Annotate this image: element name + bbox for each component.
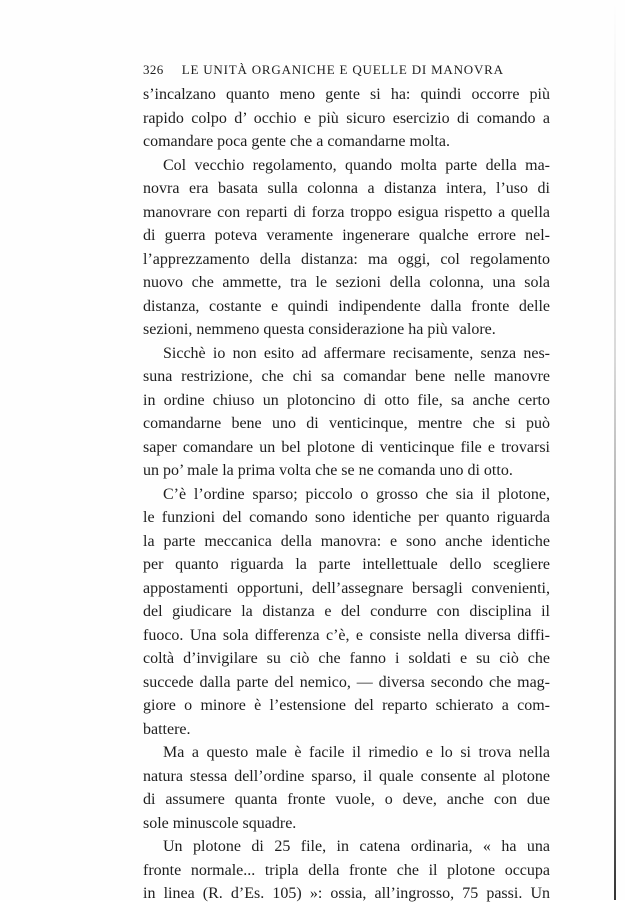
text-line: Col vecchio regolamento, quando molta parte della ma- bbox=[163, 156, 550, 174]
text-line: giore o minore è l’estensione del reparto schierato a com- bbox=[143, 697, 550, 714]
text-line: rapido colpo d’ occhio e più sicuro esercizio di comando a bbox=[143, 109, 550, 127]
text-line: le funzioni del comando sono identiche per quanto riguarda bbox=[143, 509, 550, 526]
text-line: in linea (R. d’Es. 105) »: ossia, all’ingrosso, 75 passi. Un bbox=[143, 885, 550, 902]
text-line: Sicchè io non esito ad affermare recisamente, senza nes- bbox=[163, 344, 550, 362]
text-line: sole minuscole squadre. bbox=[143, 814, 297, 832]
text-line: del giudicare la distanza e del condurre con disciplina il bbox=[143, 603, 550, 620]
page-number: 326 bbox=[143, 62, 164, 77]
text-line: fronte normale... tripla della fronte che il plotone occupa bbox=[143, 861, 550, 879]
running-title: LE UNITÀ ORGANICHE E QUELLE DI MANOVRA bbox=[181, 62, 504, 77]
text-line: coltà d’invigilare su ciò che fanno i soldati e su ciò che bbox=[143, 650, 550, 667]
text-line: comandarne bene uno di venticinque, mentre che si può bbox=[143, 415, 550, 432]
text-line: appostamenti opportuni, dell’assegnare bersagli convenienti, bbox=[143, 579, 550, 597]
text-line: distanza, costante e quindi indipendente dalla fronte delle bbox=[143, 297, 550, 315]
text-line: sezioni, nemmeno questa considerazione ha più valore. bbox=[143, 321, 496, 338]
text-line: Ma a questo male è facile il rimedio e lo si trova nella bbox=[163, 744, 550, 761]
text-line: novra era basata sulla colonna a distanza intera, l’uso di bbox=[143, 180, 550, 197]
text-line: s’incalzano quanto meno gente si ha: quindi occorre più bbox=[143, 86, 550, 103]
text-line: nuovo che ammette, tra le sezioni della colonna, una sola bbox=[143, 274, 550, 291]
text-line: in ordine chiuso un plotoncino di otto file, sa anche certo bbox=[143, 391, 550, 409]
text-line: C’è l’ordine sparso; piccolo o grosso che sia il plotone, bbox=[163, 485, 550, 503]
text-line: la parte meccanica della manovra: e sono anche identiche bbox=[143, 532, 550, 550]
text-line: l’apprezzamento della distanza: ma oggi, col regolamento bbox=[143, 250, 550, 268]
text-line: succede dalla parte del nemico, — diversa secondo che mag- bbox=[143, 673, 550, 691]
page-header bbox=[143, 62, 553, 78]
text-line: comandare poca gente che a comandarne molta. bbox=[143, 133, 450, 150]
text-line: fuoco. Una sola differenza c’è, e consiste nella diversa diffi- bbox=[143, 626, 550, 644]
text-line: un po’ male la prima volta che se ne comanda uno di otto. bbox=[143, 462, 513, 479]
text-line: di assumere quanta fronte vuole, o deve, anche con due bbox=[143, 791, 550, 808]
text-line: saper comandare un bel plotone di venticinque file e trovarsi bbox=[143, 438, 550, 456]
body-text bbox=[143, 83, 550, 906]
text-line: di guerra poteva veramente ingenerare qualche errore nel- bbox=[143, 227, 550, 244]
text-line: battere. bbox=[143, 720, 191, 738]
text-line: Un plotone di 25 file, in catena ordinaria, « ha una bbox=[163, 838, 550, 855]
text-line: natura stessa dell’ordine sparso, il quale consente al plotone bbox=[143, 767, 550, 785]
page-edge-shadow bbox=[614, 0, 616, 900]
text-line: suna restrizione, che chi sa comandar bene nelle manovre bbox=[143, 368, 550, 385]
text-line: manovrare con reparti di forza troppo esigua rispetto a quella bbox=[143, 203, 550, 221]
text-line: per quanto riguarda la parte intellettuale dello scegliere bbox=[143, 556, 550, 573]
